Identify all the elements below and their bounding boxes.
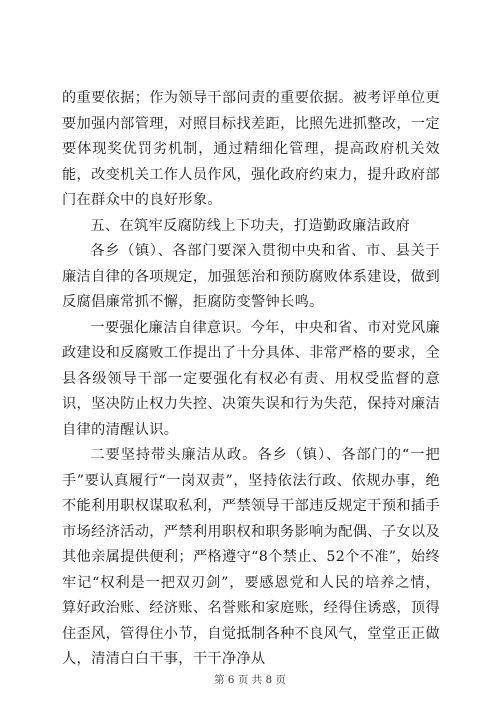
paragraph-point-two: 二要坚持带头廉洁从政。各乡（镇）、各部门的“一把手”要认真履行“一岗双责”，坚持依法行政、依规办事，绝不能利用职权谋取私利，严禁领导干部违反规定干预和插手市场经济活动，严禁利用职权和职务影响为配偶、子女以及其他亲属提供便利；严格遵守“8个禁止、52个不准”，始终牢记“权利是一把双刃剑”，要感恩党和人民的培养之情，算好政治账、经济账、名誉账和家庭账，经得住诱惑，顶得住歪风，管得住小节，自觉抵制各种不良风气，堂堂正正做人，清清白白干事，干干净净从 [62,447,440,667]
paragraph-continued: 的重要依据；作为领导干部问责的重要依据。被考评单位更要加强内部管理，对照目标找差距，比照先进抓整改，一定要体现奖优罚劣机制，通过精细化管理，提高政府机关效能，改变机关工作人员作风，强化政府约束力，提升政府部门在群众中的良好形象。 [62,90,440,208]
page-number-footer: 第 6 页 共 8 页 [213,674,287,686]
document-body [62,86,440,673]
paragraph-intro: 各乡（镇）、各部门要深入贯彻中央和省、市、县关于廉洁自律的各项规定，加强惩治和预防腐败体系建设，做到反腐倡廉常抓不懈，拒腐防变警钟长鸣。 [62,243,440,310]
section-heading: 五、在筑牢反腐防线上下功夫，打造勤政廉洁政府 [90,217,411,234]
paragraph-point-one: 一要强化廉洁自律意识。今年，中央和省、市对党风廉政建设和反腐败工作提出了十分具体、非常严格的要求，全县各级领导干部一定要强化有权必有责、用权受监督的意识，坚决防止权力失控、决策失误和行为失范，保持对廉洁自律的清醒认识。 [62,319,440,438]
